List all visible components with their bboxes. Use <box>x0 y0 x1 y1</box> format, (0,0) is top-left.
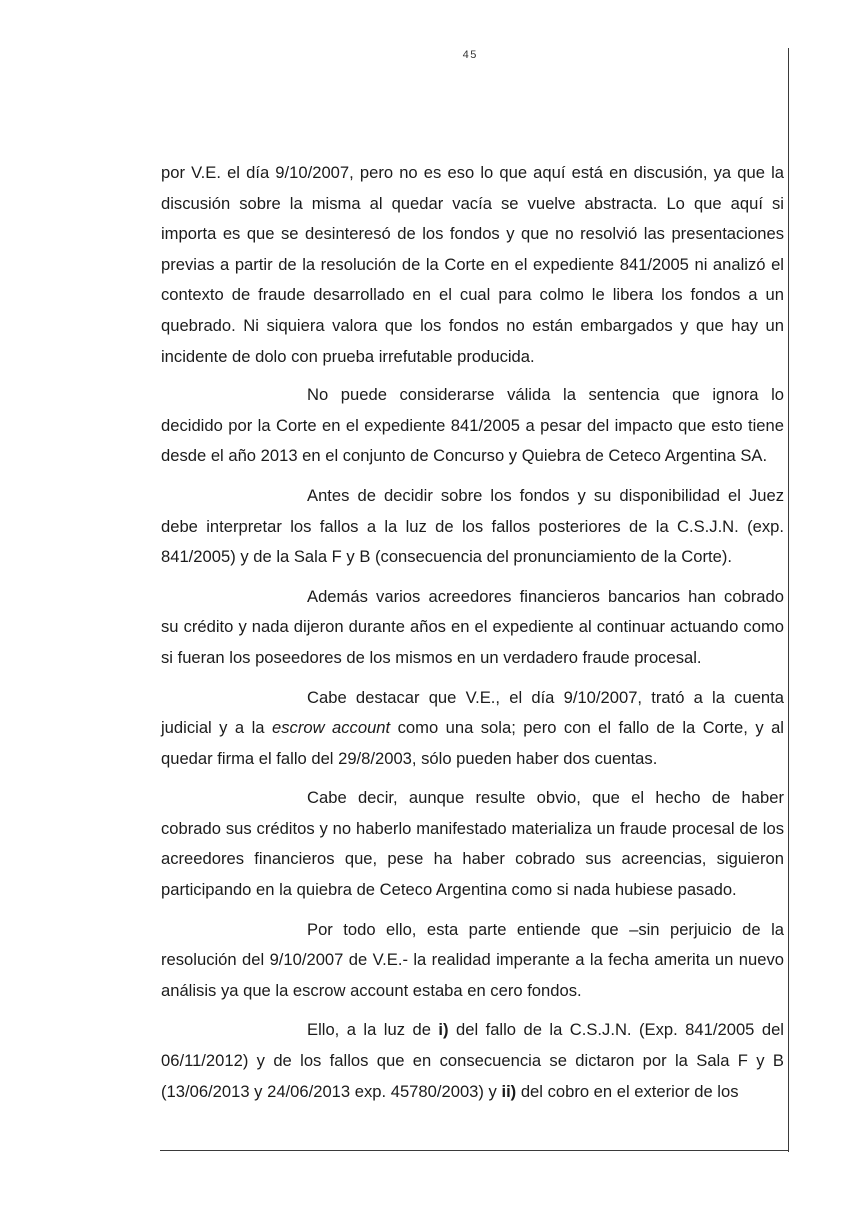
text-run: por V.E. el día 9/10/2007, pero no es eso lo que aquí está en discusión, ya que la discusión sobre la misma al quedar vacía se vuelve abstracta. Lo que aquí si importa es que se desinteresó de los fondos y que no resolvió las presentaciones previas a partir de la resolución de la Corte en el expediente 841/2005 ni analizó el contexto de fraude desarrollado en el cual para colmo le libera los fondos a un quebrado. Ni siquiera valora que los fondos no están embargados y que hay un incidente de dolo con prueba irrefutable producida. <box>161 163 784 366</box>
paragraph <box>161 915 784 1007</box>
paragraph <box>161 582 784 674</box>
text-run: Cabe destacar que V.E., el día 9/10/2007, trató a la cuenta judicial y a la <box>161 687 784 738</box>
text-run: Por todo ello, esta parte entiende que –sin perjuicio de la resolución del 9/10/2007 de V.E.- la realidad imperante a la fecha amerita un nuevo análisis ya que la escrow account estaba en cero fondos. <box>161 919 784 1000</box>
paragraph <box>161 158 784 372</box>
paragraph <box>161 380 784 472</box>
text-run: No puede considerarse válida la sentencia que ignora lo decidido por la Corte en el expediente 841/2005 a pesar del impacto que esto tiene desde el año 2013 en el conjunto de Concurso y Quiebra de Ceteco Argentina SA. <box>161 385 784 466</box>
text-run: del cobro en el exterior de los <box>516 1081 739 1101</box>
text-run: Antes de decidir sobre los fondos y su disponibilidad el Juez debe interpretar los fallos a la luz de los fallos posteriores de la C.S.J.N. (exp. 841/2005) y de la Sala F y B (consecuencia del pronunciamiento de la Corte). <box>161 485 784 567</box>
paragraph <box>161 1015 784 1107</box>
text-run: Ello, a la luz de <box>307 1020 439 1040</box>
body-text <box>161 158 784 1116</box>
text-run: del fallo de la C.S.J.N. (Exp. 841/2005 del 06/11/2012) y de los fallos que en consecuencia se dictaron por la Sala F y B (13/06/2013 y 24/06/2013 exp. 45780/2003) y <box>161 1020 784 1101</box>
paragraph <box>161 683 784 775</box>
right-margin-rule <box>788 48 789 1152</box>
paragraph <box>161 481 784 573</box>
text-run: Además varios acreedores financieros bancarios han cobrado su crédito y nada dijeron durante años en el expediente al continuar actuando como si fueran los poseedores de los mismos en un verdadero fraude procesal. <box>161 586 784 667</box>
paragraph <box>161 783 784 905</box>
enumeration-marker: i) <box>438 1020 449 1040</box>
enumeration-marker: ii) <box>501 1081 517 1101</box>
text-run: Cabe decir, aunque resulte obvio, que el hecho de haber cobrado sus créditos y no haberlo manifestado materializa un fraude procesal de los acreedores financieros que, pese ha haber cobrado sus acreencias, siguieron participando en la quiebra de Ceteco Argentina como si nada hubiese pasado. <box>161 788 784 900</box>
text-run: como una sola; pero con el fallo de la Corte, y al quedar firma el fallo del 29/8/2003, sólo pueden haber dos cuentas. <box>161 718 784 768</box>
bottom-rule <box>160 1150 789 1151</box>
italic-term: escrow account <box>272 718 391 738</box>
page-number: 45 <box>462 50 478 62</box>
